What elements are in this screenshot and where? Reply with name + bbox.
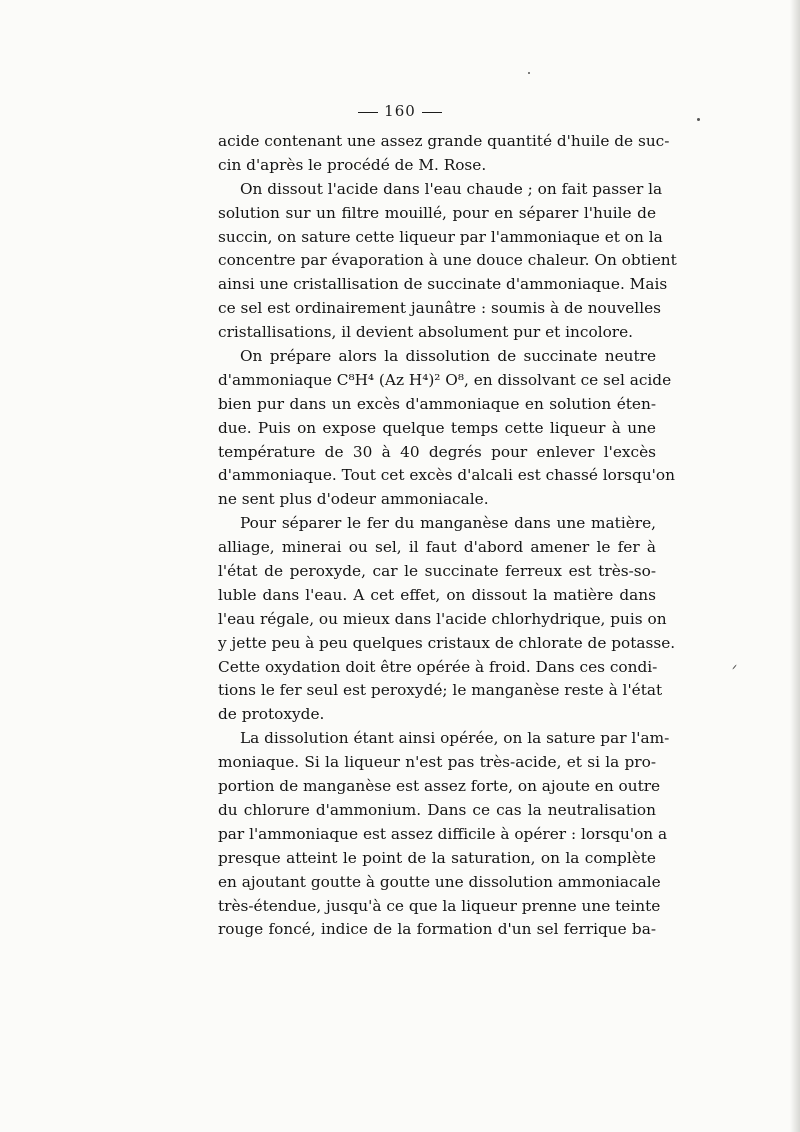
text-line: solution sur un filtre mouillé, pour en séparer l'huile de <box>218 203 656 222</box>
text-line: cin d'après le procédé de M. Rose. <box>218 155 487 174</box>
text-line: luble dans l'eau. A cet effet, on dissout la matière dans <box>218 585 656 604</box>
ink-speck <box>732 664 737 669</box>
text-line: due. Puis on expose quelque temps cette liqueur à une <box>218 418 656 437</box>
text-line: l'eau régale, ou mieux dans l'acide chlorhydrique, puis on <box>218 609 667 628</box>
text-line: y jette peu à peu quelques cristaux de chlorate de potasse. <box>218 633 676 652</box>
text-line: ainsi une cristallisation de succinate d'ammoniaque. Mais <box>218 275 668 294</box>
text-line: l'état de peroxyde, car le succinate ferreux est très-so- <box>218 562 656 581</box>
text-line: Cette oxydation doit être opérée à froid. Dans ces condi- <box>218 657 658 676</box>
text-line: On dissout l'acide dans l'eau chaude ; on fait passer la <box>240 179 663 198</box>
text-line: de protoxyde. <box>218 705 325 724</box>
text-line: On prépare alors la dissolution de succinate neutre <box>240 347 656 366</box>
text-line: température de 30 à 40 degrés pour enlever l'excès <box>218 442 656 461</box>
text-line: concentre par évaporation à une douce chaleur. On obtient <box>218 251 677 270</box>
text-line: en ajoutant goutte à goutte une dissolution ammoniacale <box>218 872 661 891</box>
header-dash-left <box>358 112 378 113</box>
text-line: très-étendue, jusqu'à ce que la liqueur prenne une teinte <box>218 896 661 915</box>
text-line: du chlorure d'ammonium. Dans ce cas la neutralisation <box>218 800 656 819</box>
text-line: bien pur dans un excès d'ammoniaque en solution éten- <box>218 394 656 413</box>
page-edge-shadow <box>790 0 800 1132</box>
page-number-header <box>0 102 800 120</box>
text-line: Pour séparer le fer du manganèse dans une matière, <box>240 514 656 533</box>
text-line: alliage, minerai ou sel, il faut d'abord amener le fer à <box>218 538 656 557</box>
text-line: La dissolution étant ainsi opérée, on la sature par l'am- <box>240 729 670 748</box>
text-line: moniaque. Si la liqueur n'est pas très-acide, et si la pro- <box>218 753 656 772</box>
text-line: rouge foncé, indice de la formation d'un sel ferrique ba- <box>218 920 656 939</box>
text-line: cristallisations, il devient absolument pur et incolore. <box>218 323 634 342</box>
text-line: acide contenant une assez grande quantité d'huile de suc- <box>218 132 670 150</box>
text-line: d'ammoniaque C⁸H⁴ (Az H⁴)² O⁸, en dissolvant ce sel acide <box>218 370 672 389</box>
page-number: 160 <box>384 102 416 120</box>
text-line: succin, on sature cette liqueur par l'ammoniaque et on la <box>218 227 663 246</box>
text-line: ce sel est ordinairement jaunâtre : soumis à de nouvelles <box>218 299 661 318</box>
ink-speck <box>528 72 530 74</box>
text-line: ne sent plus d'odeur ammoniacale. <box>218 490 489 509</box>
text-line: presque atteint le point de la saturation, on la complète <box>218 848 656 867</box>
text-line: portion de manganèse est assez forte, on ajoute en outre <box>218 777 661 796</box>
header-dash-right <box>422 112 442 113</box>
text-line: tions le fer seul est peroxydé; le manganèse reste à l'état <box>218 681 663 700</box>
text-line: par l'ammoniaque est assez difficile à opérer : lorsqu'on a <box>218 824 668 843</box>
text-line: d'ammoniaque. Tout cet excès d'alcali est chassé lorsqu'on <box>218 466 675 485</box>
body-text <box>218 130 677 942</box>
